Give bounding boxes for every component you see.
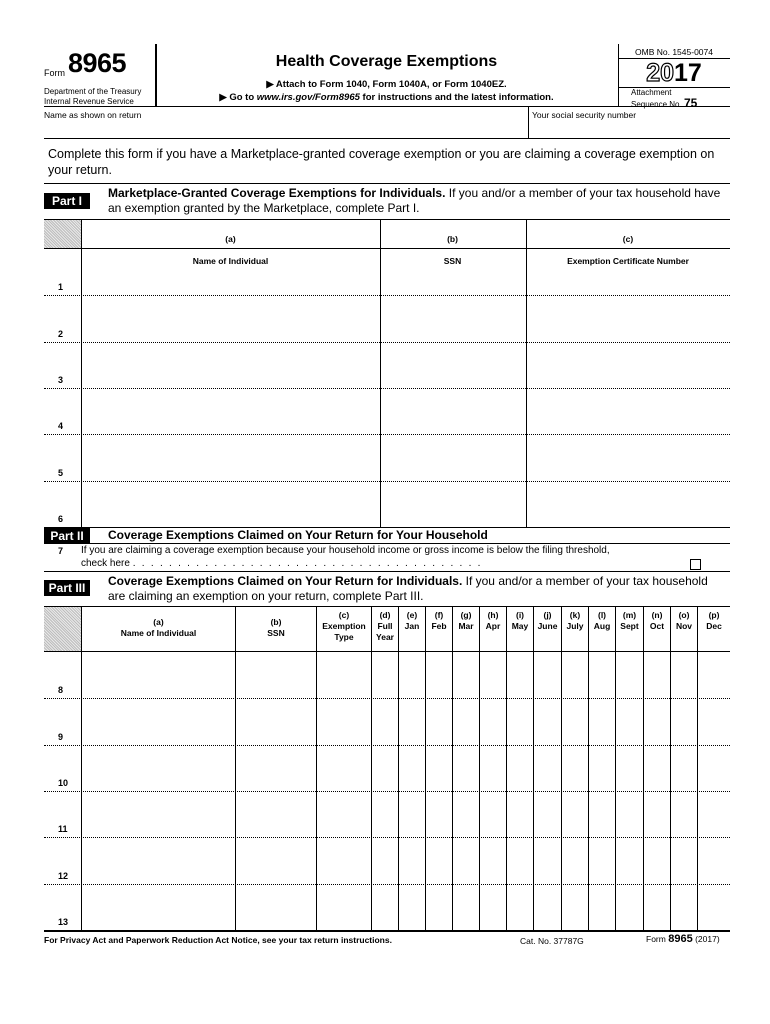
part3-col-mar-header xyxy=(453,610,479,632)
part3-col-exemption-type-label: Exemption Type xyxy=(322,621,366,642)
part3-jan-field[interactable] xyxy=(399,791,425,836)
part3-mar-field[interactable] xyxy=(453,837,479,882)
part3-oct-field[interactable] xyxy=(644,837,670,882)
part3-aug-field[interactable] xyxy=(589,745,615,790)
part3-jan-field[interactable] xyxy=(399,652,425,697)
part3-col-feb-label: Feb xyxy=(431,621,447,631)
part1-col-a-label: Name of Individual xyxy=(192,256,269,266)
part3-col-jan-label: Jan xyxy=(404,621,420,631)
part3-full-year-field[interactable] xyxy=(372,791,398,836)
part2-title-bottom xyxy=(44,543,730,544)
part3-col-oct-letter: (n) xyxy=(651,610,663,620)
part3-dec-field[interactable] xyxy=(698,884,730,929)
sequence-text: Sequence No. xyxy=(631,100,682,109)
part1-exemption-certificate-field[interactable] xyxy=(527,342,729,387)
part1-exemption-certificate-field[interactable] xyxy=(527,434,729,479)
part1-ssn-field[interactable] xyxy=(381,388,525,433)
part3-col-full-year-label: Full Year xyxy=(376,621,394,642)
part3-col-oct-header xyxy=(644,610,670,632)
part3-col-aug-header xyxy=(589,610,615,632)
part3-nov-field[interactable] xyxy=(671,884,697,929)
part3-row-number: 13 xyxy=(58,916,69,927)
part3-ssn-field[interactable] xyxy=(236,884,316,929)
part3-name-field[interactable] xyxy=(82,745,235,790)
part3-aug-field[interactable] xyxy=(589,884,615,929)
part3-feb-field[interactable] xyxy=(426,884,452,929)
part3-oct-field[interactable] xyxy=(644,698,670,743)
line7-text: If you are claiming a coverage exemption because your household income or gross income is below the filing threshold, xyxy=(81,545,610,556)
part3-col-may-label: May xyxy=(511,621,529,631)
part3-name-field[interactable] xyxy=(82,837,235,882)
part3-col-apr-header xyxy=(480,610,506,632)
part3-apr-field[interactable] xyxy=(480,745,506,790)
line7-number: 7 xyxy=(58,546,64,556)
part3-oct-field[interactable] xyxy=(644,745,670,790)
part3-jan-field[interactable] xyxy=(399,745,425,790)
part3-sept-field[interactable] xyxy=(616,884,643,929)
part3-july-field[interactable] xyxy=(562,652,588,697)
part3-may-field[interactable] xyxy=(507,791,533,836)
part1-col-c-letter: (c) xyxy=(622,234,634,244)
part3-col-name-header xyxy=(82,617,235,639)
part3-nov-field[interactable] xyxy=(671,791,697,836)
go-to-instruction xyxy=(155,92,618,103)
part2-badge: Part II xyxy=(44,528,90,544)
part3-feb-field[interactable] xyxy=(426,837,452,882)
part3-dec-field[interactable] xyxy=(698,698,730,743)
part3-name-field[interactable] xyxy=(82,791,235,836)
part3-nov-field[interactable] xyxy=(671,652,697,697)
part3-col-dec-header xyxy=(698,610,730,632)
identity-bottom-rule xyxy=(44,138,730,139)
part3-full-year-field[interactable] xyxy=(372,745,398,790)
go-to-suffix: for instructions and the latest information. xyxy=(359,92,554,103)
part3-dec-field[interactable] xyxy=(698,652,730,697)
part3-col-ssn-header xyxy=(236,617,316,639)
footer-rule xyxy=(44,930,730,932)
part3-row-number: 9 xyxy=(58,731,64,742)
part3-name-field[interactable] xyxy=(82,698,235,743)
part3-ssn-field[interactable] xyxy=(236,698,316,743)
footer-form-number: 8965 xyxy=(668,933,693,945)
part3-sept-field[interactable] xyxy=(616,698,643,743)
part3-may-field[interactable] xyxy=(507,837,533,882)
part1-row-number: 4 xyxy=(58,421,64,432)
irs-url-link[interactable]: www.irs.gov/Form8965 xyxy=(256,92,360,103)
part3-row-number: 12 xyxy=(58,870,69,881)
part1-col-a-letter: (a) xyxy=(225,234,236,244)
part1-name-field[interactable] xyxy=(82,295,379,340)
part1-exemption-certificate-field[interactable] xyxy=(527,249,729,294)
part3-apr-field[interactable] xyxy=(480,698,506,743)
part3-july-field[interactable] xyxy=(562,837,588,882)
ssn-field[interactable] xyxy=(529,106,730,138)
part3-apr-field[interactable] xyxy=(480,791,506,836)
part3-col-dec-letter: (p) xyxy=(708,610,720,620)
part1-col-b-label: SSN xyxy=(443,256,462,266)
part1-ssn-field[interactable] xyxy=(381,295,525,340)
part3-col-june-header xyxy=(534,610,561,632)
part3-exemption-type-field[interactable] xyxy=(317,652,371,697)
part1-exemption-certificate-field[interactable] xyxy=(527,295,729,340)
part3-dec-field[interactable] xyxy=(698,745,730,790)
part3-aug-field[interactable] xyxy=(589,791,615,836)
leader-dots: ....................................... xyxy=(132,558,487,569)
part3-june-field[interactable] xyxy=(534,837,561,882)
part3-apr-field[interactable] xyxy=(480,884,506,929)
part3-may-field[interactable] xyxy=(507,745,533,790)
part3-full-year-field[interactable] xyxy=(372,884,398,929)
tax-year-outline: 20 xyxy=(646,59,674,87)
part3-feb-field[interactable] xyxy=(426,652,452,697)
part3-mar-field[interactable] xyxy=(453,745,479,790)
part1-name-field[interactable] xyxy=(82,342,379,387)
catalog-number: Cat. No. 37787G xyxy=(520,936,584,946)
part3-mar-field[interactable] xyxy=(453,884,479,929)
part3-jan-field[interactable] xyxy=(399,837,425,882)
part1-row-number: 5 xyxy=(58,467,64,478)
part1-title xyxy=(108,186,728,216)
part3-mar-field[interactable] xyxy=(453,698,479,743)
part3-col-jan-header xyxy=(399,610,425,632)
intro-text: Complete this form if you have a Marketplace-granted coverage exemption or you are claiming a coverage exemption on your return. xyxy=(48,147,715,177)
footer-form-year: (2017) xyxy=(695,934,720,944)
part3-july-field[interactable] xyxy=(562,698,588,743)
name-as-shown-label: Name as shown on return xyxy=(44,110,142,120)
line7-check-here xyxy=(81,558,681,569)
part3-col-jan-letter: (e) xyxy=(406,610,418,620)
part3-col-nov-letter: (o) xyxy=(678,610,690,620)
part3-col-feb-header xyxy=(426,610,452,632)
part1-row-number: 1 xyxy=(58,282,64,293)
ssn-label: Your social security number xyxy=(532,110,637,120)
part1-header-top xyxy=(44,219,730,220)
part3-name-field[interactable] xyxy=(82,652,235,697)
part3-col-exemption-type-letter: (c) xyxy=(338,610,350,620)
part1-row-number: 6 xyxy=(58,513,64,524)
part3-col-name-label: Name of Individual xyxy=(120,628,197,638)
part3-col-nov-label: Nov xyxy=(675,621,693,631)
part3-col-nov-header xyxy=(671,610,697,632)
part3-title-bold: Coverage Exemptions Claimed on Your Return for Individuals. xyxy=(108,574,463,588)
part3-july-field[interactable] xyxy=(562,791,588,836)
part3-header-top xyxy=(44,606,730,607)
part3-col-july-header xyxy=(562,610,588,632)
check-here-label: check here xyxy=(81,558,130,569)
part3-col-mar-letter: (g) xyxy=(460,610,472,620)
part1-ssn-field[interactable] xyxy=(381,342,525,387)
part3-row-number: 8 xyxy=(58,685,64,696)
part3-sept-field[interactable] xyxy=(616,652,643,697)
part1-name-field[interactable] xyxy=(82,388,379,433)
part3-col-dec-label: Dec xyxy=(706,621,722,631)
part3-full-year-field[interactable] xyxy=(372,698,398,743)
part3-title-rest: If you and/or a member of your tax household are claiming an exemption on your return, complete Part III. xyxy=(108,574,708,603)
part3-col-june-letter: (j) xyxy=(543,610,552,620)
part1-col-c-label: Exemption Certificate Number xyxy=(567,256,689,266)
part3-col-ssn-label: SSN xyxy=(267,628,285,638)
part3-may-field[interactable] xyxy=(507,698,533,743)
part3-june-field[interactable] xyxy=(534,791,561,836)
internal-revenue-service: Internal Revenue Service xyxy=(44,97,134,106)
part3-oct-field[interactable] xyxy=(644,884,670,929)
part3-col-ssn-letter: (b) xyxy=(270,617,282,627)
part1-exemption-certificate-field[interactable] xyxy=(527,388,729,433)
part3-col-sept-header xyxy=(616,610,643,632)
part3-aug-field[interactable] xyxy=(589,652,615,697)
form-title: Health Coverage Exemptions xyxy=(275,53,498,70)
part3-shaded-corner xyxy=(44,607,81,651)
tax-year xyxy=(618,59,730,87)
part3-full-year-field[interactable] xyxy=(372,837,398,882)
part3-title xyxy=(108,574,708,604)
part1-badge: Part I xyxy=(44,193,90,209)
part3-june-field[interactable] xyxy=(534,652,561,697)
part1-name-field[interactable] xyxy=(82,249,379,294)
part3-jan-field[interactable] xyxy=(399,884,425,929)
part3-row-number: 11 xyxy=(58,824,68,835)
part3-ssn-field[interactable] xyxy=(236,745,316,790)
part3-may-field[interactable] xyxy=(507,652,533,697)
part3-nov-field[interactable] xyxy=(671,698,697,743)
part1-top-rule xyxy=(44,183,730,184)
part3-nov-field[interactable] xyxy=(671,837,697,882)
part3-mar-field[interactable] xyxy=(453,652,479,697)
part3-ssn-field[interactable] xyxy=(236,791,316,836)
part3-row-number: 10 xyxy=(58,777,69,788)
privacy-notice: For Privacy Act and Paperwork Reduction Act Notice, see your tax return instructions. xyxy=(44,935,392,945)
part3-col-feb-letter: (f) xyxy=(434,610,444,620)
part3-sept-field[interactable] xyxy=(616,791,643,836)
part1-name-field[interactable] xyxy=(82,434,379,479)
part3-col-mar-label: Mar xyxy=(458,621,474,631)
part3-badge: Part III xyxy=(44,580,90,596)
footer-form-id xyxy=(646,933,720,945)
part3-apr-field[interactable] xyxy=(480,652,506,697)
part1-row-number: 2 xyxy=(58,328,64,339)
part3-col-may-header xyxy=(507,610,533,632)
part1-row-number: 3 xyxy=(58,374,64,385)
part3-june-field[interactable] xyxy=(534,884,561,929)
part3-exemption-type-field[interactable] xyxy=(317,698,371,743)
attachment-label: Attachment xyxy=(631,88,672,97)
part3-oct-field[interactable] xyxy=(644,652,670,697)
part3-apr-field[interactable] xyxy=(480,837,506,882)
form-number: 8965 xyxy=(68,48,127,78)
part3-col-sept-letter: (m) xyxy=(622,610,637,620)
part1-ssn-field[interactable] xyxy=(381,434,525,479)
part3-aug-field[interactable] xyxy=(589,698,615,743)
part3-may-field[interactable] xyxy=(507,884,533,929)
part3-col-july-letter: (k) xyxy=(569,610,581,620)
part3-col-oct-label: Oct xyxy=(649,621,665,631)
part3-june-field[interactable] xyxy=(534,698,561,743)
part3-col-apr-letter: (h) xyxy=(487,610,499,620)
part3-col-aug-label: Aug xyxy=(593,621,611,631)
part3-name-field[interactable] xyxy=(82,884,235,929)
part1-ssn-field[interactable] xyxy=(381,249,525,294)
part3-col-june-label: June xyxy=(537,621,558,631)
part3-col-sept-label: Sept xyxy=(620,621,639,631)
name-as-shown-field[interactable] xyxy=(44,106,528,138)
part3-feb-field[interactable] xyxy=(426,745,452,790)
part3-june-field[interactable] xyxy=(534,745,561,790)
part3-dec-field[interactable] xyxy=(698,791,730,836)
part3-col-aug-letter: (l) xyxy=(597,610,607,620)
part3-nov-field[interactable] xyxy=(671,745,697,790)
part3-exemption-type-field[interactable] xyxy=(317,791,371,836)
part3-sept-field[interactable] xyxy=(616,837,643,882)
part3-aug-field[interactable] xyxy=(589,837,615,882)
part1-shaded-corner xyxy=(44,220,81,248)
part3-oct-field[interactable] xyxy=(644,791,670,836)
part3-col-may-letter: (i) xyxy=(515,610,525,620)
part3-exemption-type-field[interactable] xyxy=(317,745,371,790)
part3-full-year-field[interactable] xyxy=(372,652,398,697)
part3-feb-field[interactable] xyxy=(426,698,452,743)
part3-ssn-field[interactable] xyxy=(236,652,316,697)
part1-title-rest: If you and/or a member of your tax household have an exemption granted by the Marketplace, complete Part I. xyxy=(108,186,721,215)
part3-jan-field[interactable] xyxy=(399,698,425,743)
part3-july-field[interactable] xyxy=(562,884,588,929)
attach-instruction: ▶ Attach to Form 1040, Form 1040A, or Form 1040EZ. xyxy=(266,79,507,90)
tax-year-bold: 17 xyxy=(674,59,702,87)
part3-col-exemption-type-header xyxy=(317,610,371,643)
part1-col-b-letter: (b) xyxy=(447,234,458,244)
part3-feb-field[interactable] xyxy=(426,791,452,836)
part1-name-field[interactable] xyxy=(82,481,379,526)
go-to-prefix: ▶ Go to xyxy=(219,92,257,103)
part1-exemption-certificate-field[interactable] xyxy=(527,481,729,526)
part3-col-july-label: July xyxy=(566,621,584,631)
omb-number: OMB No. 1545-0074 xyxy=(635,47,713,57)
part3-top-rule xyxy=(44,571,730,572)
part1-ssn-field[interactable] xyxy=(381,481,525,526)
part1-title-bold: Marketplace-Granted Coverage Exemptions for Individuals. xyxy=(108,186,446,200)
part3-exemption-type-field[interactable] xyxy=(317,884,371,929)
part3-july-field[interactable] xyxy=(562,745,588,790)
part3-col-full-year-header xyxy=(372,610,398,643)
form-label: Form xyxy=(44,68,65,78)
part3-sept-field[interactable] xyxy=(616,745,643,790)
footer-form-prefix: Form xyxy=(646,934,666,944)
part3-ssn-field[interactable] xyxy=(236,837,316,882)
filing-threshold-checkbox[interactable] xyxy=(690,559,701,570)
part3-exemption-type-field[interactable] xyxy=(317,837,371,882)
part2-title: Coverage Exemptions Claimed on Your Return for Your Household xyxy=(108,528,488,542)
part3-col-apr-label: Apr xyxy=(485,621,501,631)
part3-col-name-letter: (a) xyxy=(153,617,164,627)
part3-mar-field[interactable] xyxy=(453,791,479,836)
part3-col-full-year-letter: (d) xyxy=(379,610,391,620)
part3-dec-field[interactable] xyxy=(698,837,730,882)
dept-treasury: Department of the Treasury xyxy=(44,87,142,96)
sequence-number: 75 xyxy=(683,96,698,110)
